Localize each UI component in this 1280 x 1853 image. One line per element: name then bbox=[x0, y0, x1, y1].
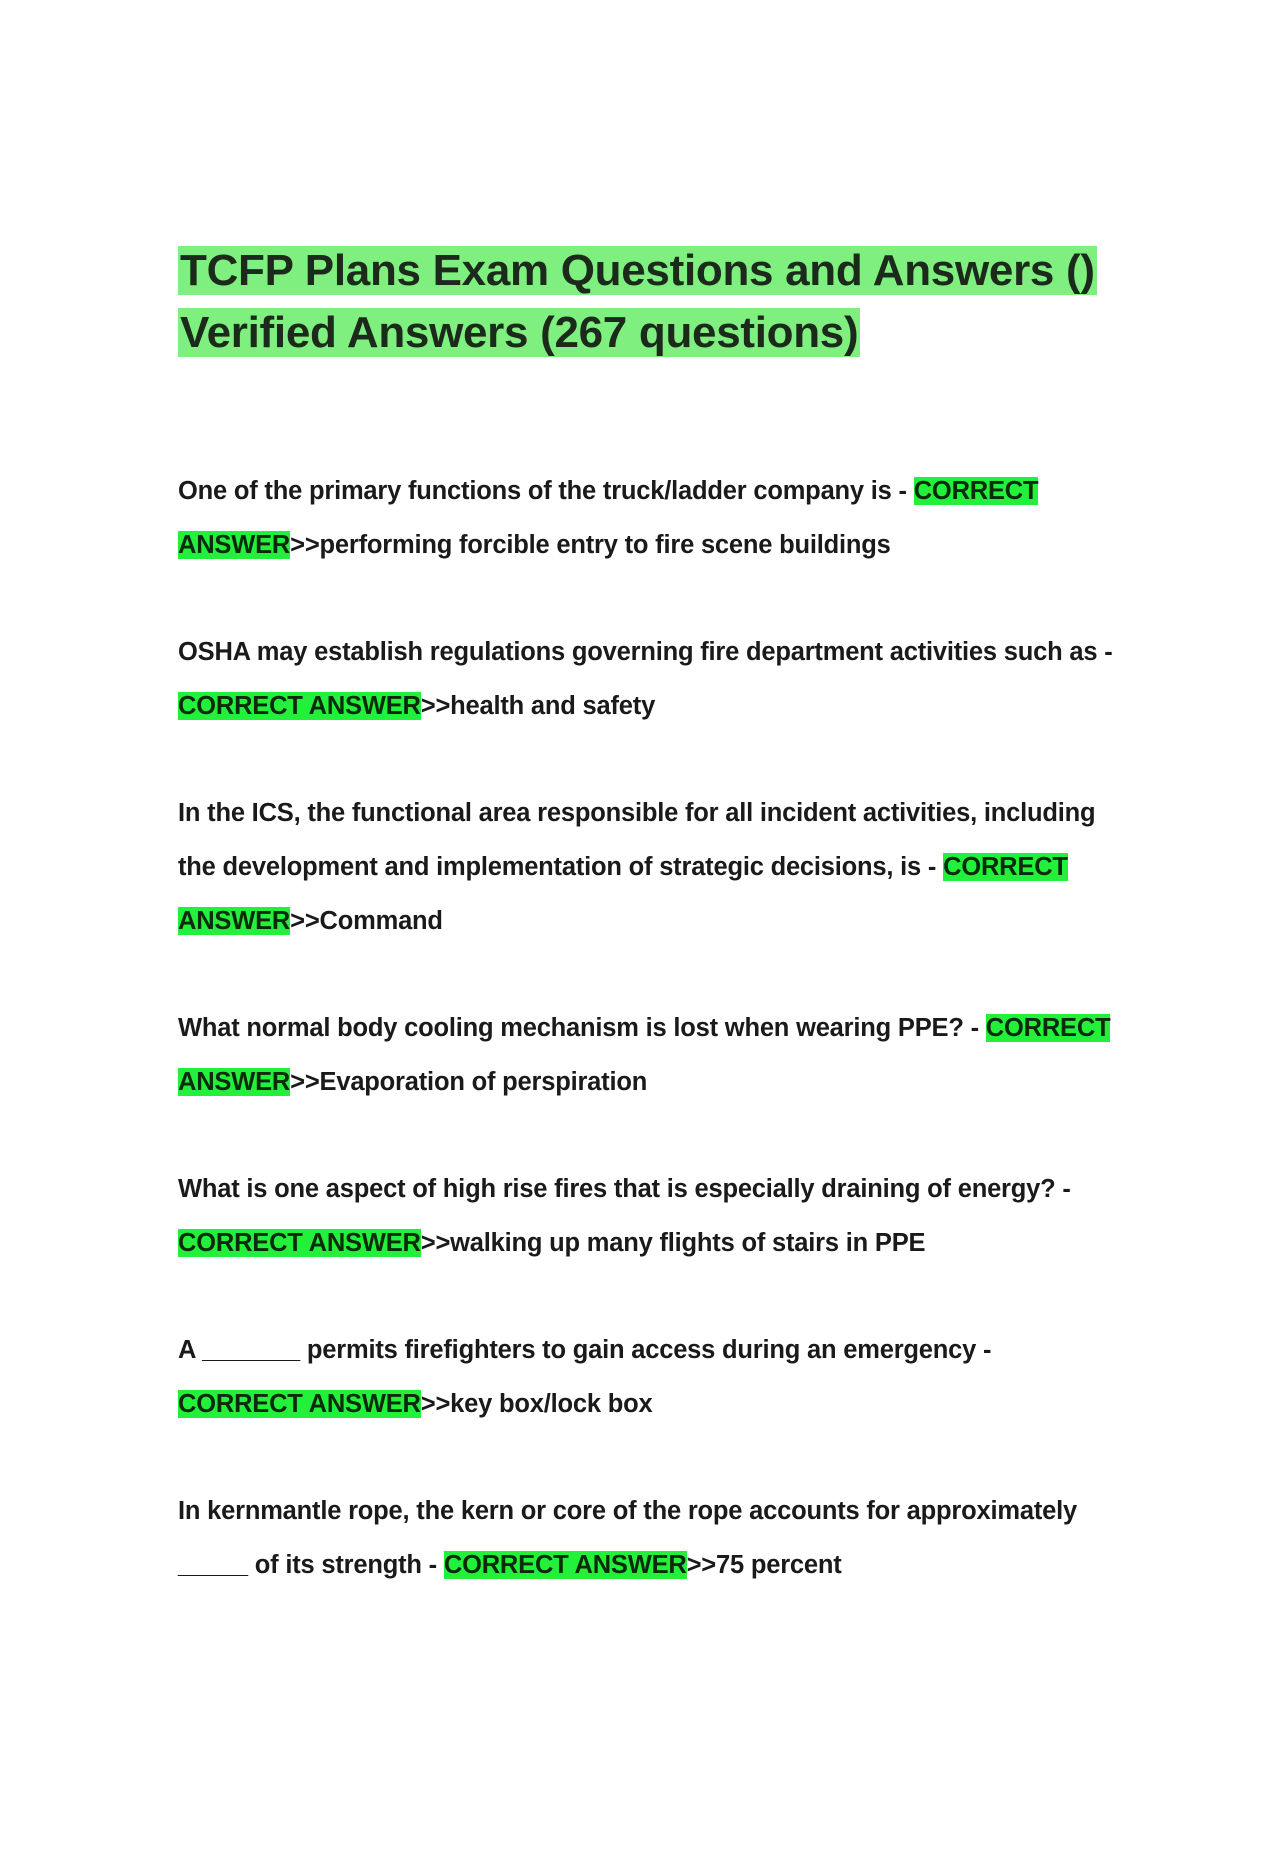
qa-item bbox=[178, 1484, 1118, 1592]
qa-item bbox=[178, 625, 1118, 733]
correct-answer-tag: CORRECT ANSWER bbox=[443, 1551, 687, 1579]
question-text: In kernmantle rope, the kern or core of the rope accounts for approximately _____ of its strength - bbox=[178, 1497, 1077, 1579]
correct-answer-tag: CORRECT ANSWER bbox=[178, 853, 1068, 935]
correct-answer-tag: CORRECT ANSWER bbox=[178, 1229, 421, 1257]
answer-separator: >> bbox=[290, 907, 320, 935]
correct-answer-tag: CORRECT ANSWER bbox=[178, 477, 1039, 559]
answer-separator: >> bbox=[420, 1229, 451, 1257]
correct-answer-tag: CORRECT ANSWER bbox=[178, 1390, 421, 1418]
qa-item bbox=[178, 1001, 1118, 1109]
correct-answer-tag: CORRECT ANSWER bbox=[178, 1014, 1111, 1096]
question-text: What normal body cooling mechanism is lost when wearing PPE? - bbox=[178, 1014, 986, 1042]
answer-separator: >> bbox=[420, 692, 451, 720]
answer-text: Command bbox=[319, 907, 443, 935]
answer-separator: >> bbox=[686, 1551, 716, 1579]
qa-list bbox=[178, 464, 1118, 1592]
document-title bbox=[178, 240, 1118, 364]
question-text: In the ICS, the functional area responsible for all incident activities, including the development and implementation of strategic decisions, is - bbox=[178, 799, 1096, 881]
title-highlight: TCFP Plans Exam Questions and Answers () Verified Answers (267 questions) bbox=[180, 246, 1095, 357]
answer-text: Evaporation of perspiration bbox=[319, 1068, 648, 1096]
question-text: A _______ permits firefighters to gain access during an emergency - bbox=[178, 1336, 992, 1364]
question-text: One of the primary functions of the truck/ladder company is - bbox=[178, 477, 914, 505]
answer-text: performing forcible entry to fire scene buildings bbox=[319, 531, 891, 559]
document-page bbox=[178, 240, 1118, 1645]
answer-text: 75 percent bbox=[716, 1551, 842, 1579]
answer-separator: >> bbox=[290, 531, 320, 559]
qa-item bbox=[178, 1162, 1118, 1270]
answer-separator: >> bbox=[290, 1068, 320, 1096]
answer-separator: >> bbox=[420, 1390, 451, 1418]
question-text: What is one aspect of high rise fires that is especially draining of energy? - bbox=[178, 1175, 1071, 1203]
qa-item bbox=[178, 464, 1118, 572]
question-text: OSHA may establish regulations governing fire department activities such as - bbox=[178, 638, 1113, 666]
answer-text: walking up many flights of stairs in PPE bbox=[450, 1229, 926, 1257]
correct-answer-tag: CORRECT ANSWER bbox=[178, 692, 421, 720]
answer-text: key box/lock box bbox=[450, 1390, 653, 1418]
qa-item bbox=[178, 786, 1118, 948]
answer-text: health and safety bbox=[450, 692, 656, 720]
qa-item bbox=[178, 1323, 1118, 1431]
